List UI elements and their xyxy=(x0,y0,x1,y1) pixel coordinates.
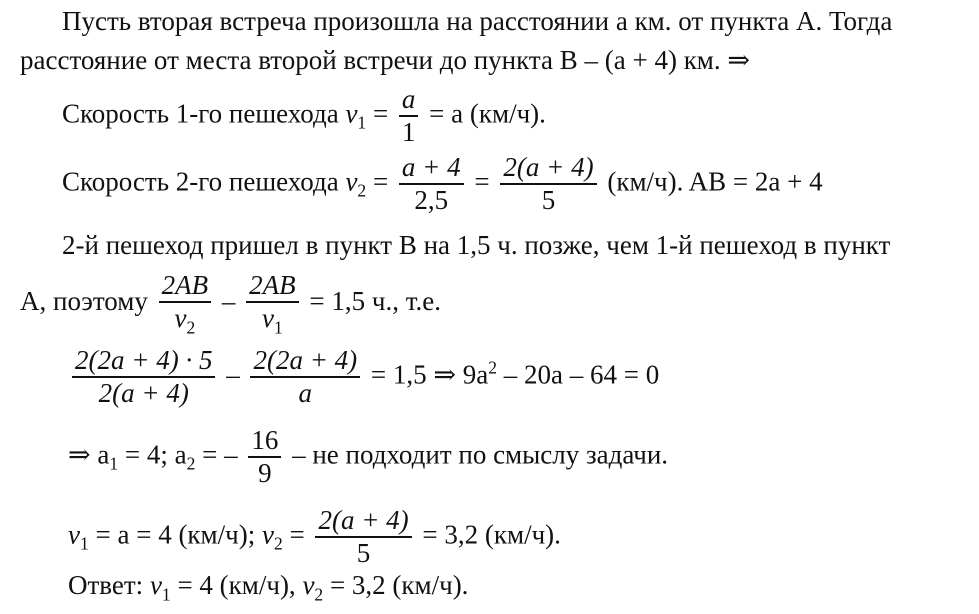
fraction-a-over-1 xyxy=(399,84,419,148)
fraction-a4-over-2-5 xyxy=(399,152,464,216)
v1-subscript: 1 xyxy=(79,533,89,554)
speed-1-equation xyxy=(62,84,546,148)
v2-symbol: v xyxy=(345,166,358,197)
paragraph-1-line-2: расстояние от места второй встречи до пункта В – (а + 4) км. ⇒ xyxy=(20,45,751,75)
fraction-denominator: 5 xyxy=(541,185,556,216)
fraction-denominator: a xyxy=(298,378,313,409)
answer-line xyxy=(68,572,468,604)
fraction-2a4-over-5 xyxy=(500,152,596,216)
fraction-16-over-9 xyxy=(248,425,281,489)
v1-subscript: 1 xyxy=(161,584,171,605)
fraction-numerator: 2(a + 4) xyxy=(500,152,596,185)
time-difference: = 1,5 ч., т.е. xyxy=(309,286,441,317)
equals-sign: = xyxy=(474,166,490,197)
v2-symbol: v xyxy=(302,570,315,600)
equals-sign: = xyxy=(372,98,389,129)
v1-symbol: v xyxy=(345,98,358,129)
fraction-denominator: 1 xyxy=(401,117,416,148)
minus-sign: – xyxy=(221,286,236,317)
paragraph-2-line-2 xyxy=(20,270,441,338)
fraction-main-1 xyxy=(72,345,215,409)
a2-subscript: 2 xyxy=(186,453,196,474)
speed-2-result: (км/ч). AB = 2a + 4 xyxy=(607,166,823,197)
fraction-2a4-over-5 xyxy=(315,505,411,569)
v2-value: = 3,2 (км/ч). xyxy=(422,519,561,550)
equals-minus: = – xyxy=(202,439,238,470)
main-equation xyxy=(68,345,659,409)
minus-sign: – xyxy=(226,359,240,390)
speed-1-result: = a (км/ч). xyxy=(429,98,546,129)
fraction-denominator: 5 xyxy=(356,538,371,569)
a1-subscript: 1 xyxy=(109,453,119,474)
roots-mid: = 4; a xyxy=(124,439,187,470)
speed-1-label: Скорость 1-го пешехода xyxy=(62,98,339,129)
fraction-numerator: 2(2a + 4) · 5 xyxy=(72,345,215,378)
fraction-denominator: $v_2$ xyxy=(174,303,196,338)
fraction-main-2 xyxy=(250,345,360,409)
fraction-denominator: $v_1$ xyxy=(262,303,283,338)
v2-symbol: v xyxy=(261,519,274,550)
equals-sign: = xyxy=(372,166,389,197)
square-exponent: 2 xyxy=(488,357,498,378)
v1-subscript: 1 xyxy=(357,112,367,133)
answer-v2: = 3,2 (км/ч). xyxy=(329,570,469,600)
roots-comment: – не подходит по смыслу задачи. xyxy=(292,439,669,470)
v1-value: = a = 4 (км/ч); xyxy=(95,519,256,550)
values-line xyxy=(68,505,561,569)
paragraph-1-line-1: Пусть вторая встреча произошла на расстоянии а км. от пункта А. Тогда xyxy=(62,6,893,36)
fraction-numerator: 2AB xyxy=(246,270,299,303)
fraction-2ab-over-v1 xyxy=(246,270,299,338)
fraction-numerator: a + 4 xyxy=(399,152,464,185)
fraction-denominator: 2,5 xyxy=(414,185,449,216)
speed-2-equation xyxy=(62,152,823,216)
quadratic-rest: – 20a – 64 = 0 xyxy=(503,359,660,390)
quadratic-lhs: = 1,5 ⇒ 9a xyxy=(370,359,489,390)
answer-v1: = 4 (км/ч), xyxy=(177,570,296,600)
speed-2-label: Скорость 2-го пешехода xyxy=(62,166,339,197)
fraction-denominator: 9 xyxy=(258,458,272,489)
fraction-numerator: 16 xyxy=(248,425,281,458)
v2-subscript: 2 xyxy=(314,584,324,605)
v1-symbol: v xyxy=(68,519,80,550)
paragraph-2-lead: А, поэтому xyxy=(20,286,148,317)
fraction-2ab-over-v2 xyxy=(159,270,212,338)
fraction-numerator: a xyxy=(399,84,419,117)
v2-subscript: 2 xyxy=(357,180,367,201)
fraction-numerator: 2AB xyxy=(159,270,212,303)
paragraph-2-line-1: 2-й пешеход пришел в пункт В на 1,5 ч. позже, чем 1-й пешеход в пункт xyxy=(62,230,891,260)
roots-line xyxy=(68,425,668,489)
v1-symbol: v xyxy=(149,570,162,600)
roots-start: ⇒ a xyxy=(68,439,110,470)
fraction-denominator: 2(a + 4) xyxy=(98,378,189,409)
fraction-numerator: 2(a + 4) xyxy=(315,505,411,538)
v2-subscript: 2 xyxy=(273,533,283,554)
answer-label: Ответ: xyxy=(68,570,144,600)
equals-sign: = xyxy=(289,519,305,550)
fraction-numerator: 2(2a + 4) xyxy=(250,345,360,378)
